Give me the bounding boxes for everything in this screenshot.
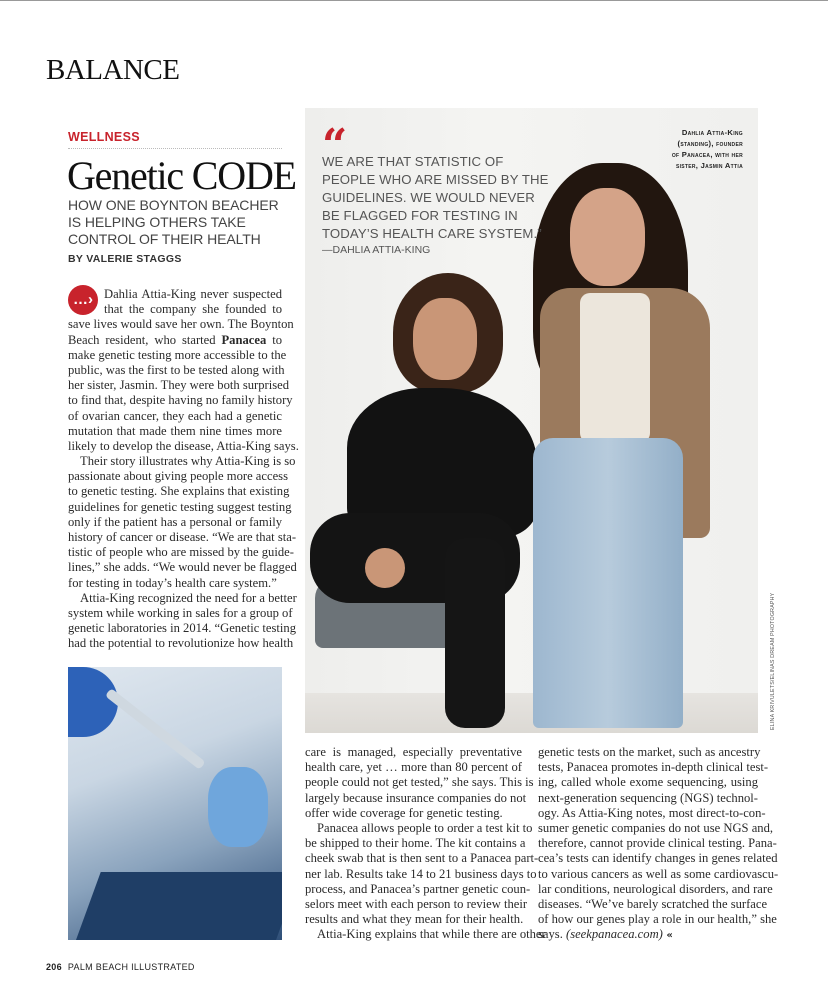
body-text-line: tistic of people who are missed by the guide-	[68, 545, 294, 560]
body-text-line: guidelines for genetic testing suggest testing	[68, 499, 292, 514]
pull-quote-line: PEOPLE WHO ARE MISSED BY THE	[322, 172, 549, 187]
body-text-line: to various cancers as well as some cardiovascu-	[538, 866, 779, 881]
article-deck	[68, 197, 279, 248]
body-text-line	[538, 927, 758, 942]
body-text-line: only if the patient has a personal or family	[68, 514, 282, 529]
body-text-line: next-generation sequencing (NGS) technol-	[538, 790, 758, 805]
body-text-line: largely because insurance companies do not	[305, 790, 527, 805]
pull-quote	[322, 153, 549, 243]
deck-line: IS HELPING OTHERS TAKE	[68, 214, 246, 230]
body-text-line: tests, Panacea promotes in-depth clinical test-	[538, 760, 769, 775]
pull-quote-line: GUIDELINES. WE WOULD NEVER	[322, 190, 535, 205]
body-text-line: be shipped to their home. The kit contains a	[305, 836, 526, 851]
photo-caption	[603, 127, 743, 171]
quote-mark-icon: “	[322, 120, 348, 171]
body-text-line: Attia-King explains that while there are other	[317, 927, 546, 942]
body-text-line: diseases. “We’ve barely scratched the surface	[538, 896, 768, 911]
pull-quote-line: TODAY’S HEALTH CARE SYSTEM.”	[322, 226, 542, 241]
pull-quote-attribution: —DAHLIA ATTIA-KING	[322, 244, 431, 256]
pull-quote-line: BE FLAGGED FOR TESTING IN	[322, 208, 518, 223]
body-text-line: sumer genetic companies do not use NGS and,	[538, 820, 774, 835]
body-text-line: cea’s tests can identify changes in genes related	[538, 851, 778, 866]
body-column-2	[305, 745, 546, 942]
text-segment: to	[266, 332, 282, 347]
body-text-line: Attia-King recognized the need for a better	[80, 590, 297, 605]
page-footer	[46, 962, 195, 972]
body-text-line: to find that, despite having no family history	[68, 393, 293, 408]
category-label: WELLNESS	[68, 130, 140, 144]
body-text-line	[68, 333, 282, 348]
body-text-line: for testing in today’s health care system.”	[68, 575, 277, 590]
body-text-line: process, and Panacea’s partner genetic coun-	[305, 881, 531, 896]
caption-line: sister, Jasmin Attia	[675, 161, 743, 170]
body-text-line: of how our genes play a role in our health,” she	[538, 912, 777, 927]
body-text-line: ner lab. Results take 14 to 21 business days to	[305, 866, 537, 881]
byline: BY VALERIE STAGGS	[68, 253, 182, 265]
photo-credit: ELINA KRIVULETS/ELINAS DREAM PHOTOGRAPHY	[770, 592, 776, 730]
body-text-line: her sister, Jasmin. They were both surprised	[68, 378, 290, 393]
body-text-line: results and what they mean for their health.	[305, 912, 524, 927]
kicker-divider	[68, 148, 282, 149]
body-text-line: history of cancer or disease. “We are that sta-	[68, 530, 297, 544]
body-column-1	[68, 287, 299, 652]
body-text-line: of ovarian cancer, they each had a genetic	[68, 408, 282, 423]
body-text-line: genetic tests on the market, such as ancestry	[538, 745, 761, 759]
body-text-line: genetic laboratories in 2014. “Genetic testing	[68, 621, 297, 636]
body-text-line: Dahlia Attia-King never suspected	[104, 287, 282, 301]
body-text-line: system while working in sales for a group of	[68, 605, 293, 620]
body-text-line: Their story illustrates why Attia-King is so	[80, 454, 296, 469]
publication-name: PALM BEACH ILLUSTRATED	[67, 962, 195, 972]
caption-line: Dahlia Attia-King	[681, 128, 743, 137]
body-column-3	[538, 745, 779, 942]
body-text-line: save lives would save her own. The Boynton	[68, 317, 294, 332]
body-text-line: therefore, cannot provide clinical testing. Pana-	[538, 836, 777, 851]
article-title: Genetic CODE	[67, 153, 296, 198]
text-segment: says.	[538, 927, 566, 942]
dotted-arrow-icon: …›	[68, 285, 98, 315]
body-text-line: mutation that made them nine times more	[68, 423, 282, 438]
text-segment: Beach resident, who started	[68, 332, 222, 347]
deck-line: HOW ONE BOYNTON BEACHER	[68, 197, 279, 213]
page-number: 206	[46, 962, 62, 972]
section-title: BALANCE	[46, 54, 180, 86]
end-mark-icon: «	[662, 930, 673, 942]
body-text-line: lar conditions, neurological disorders, and rare	[538, 881, 773, 896]
body-text-line: likely to develop the disease, Attia-King says.	[68, 438, 299, 453]
lab-pipette-photo	[68, 667, 282, 940]
body-text-line: selors meet with each person to review their	[305, 896, 528, 911]
body-text-line: make genetic testing more accessible to the	[68, 347, 287, 362]
pull-quote-line: WE ARE THAT STATISTIC OF	[322, 154, 504, 169]
website-link[interactable]: (seekpanacea.com)	[566, 927, 663, 942]
brand-name: Panacea	[221, 332, 267, 347]
body-text-line: passionate about giving people more access	[68, 469, 288, 484]
body-text-line: care is managed, especially preventative	[305, 745, 522, 759]
body-text-line: people could not get tested,” she says. This is	[305, 775, 534, 790]
body-text-line: health care, yet … more than 80 percent of	[305, 760, 522, 775]
caption-line: of Panacea, with her	[671, 150, 743, 159]
body-text-line: that the company she founded to	[104, 302, 282, 317]
body-text-line: public, was the first to be tested along with	[68, 362, 285, 377]
body-text-line: to genetic testing. She explains that existing	[68, 484, 290, 499]
body-text-line: had the potential to revolutionize how health	[68, 636, 294, 651]
top-rule	[0, 0, 828, 1]
body-text-line: ogy. As Attia-King notes, most direct-to-con-	[538, 805, 766, 820]
body-text-line: Panacea allows people to order a test kit to	[317, 820, 533, 835]
body-text-line: offer wide coverage for genetic testing.	[305, 805, 503, 820]
body-text-line: ing, called whole exome sequencing, using	[538, 775, 758, 790]
body-text-line: cheek swab that is then sent to a Panacea part-	[305, 851, 539, 866]
body-text-line: lines,” she adds. “We would never be flagged	[68, 560, 297, 575]
caption-line: (standing), founder	[677, 139, 743, 148]
deck-line: CONTROL OF THEIR HEALTH	[68, 231, 261, 247]
